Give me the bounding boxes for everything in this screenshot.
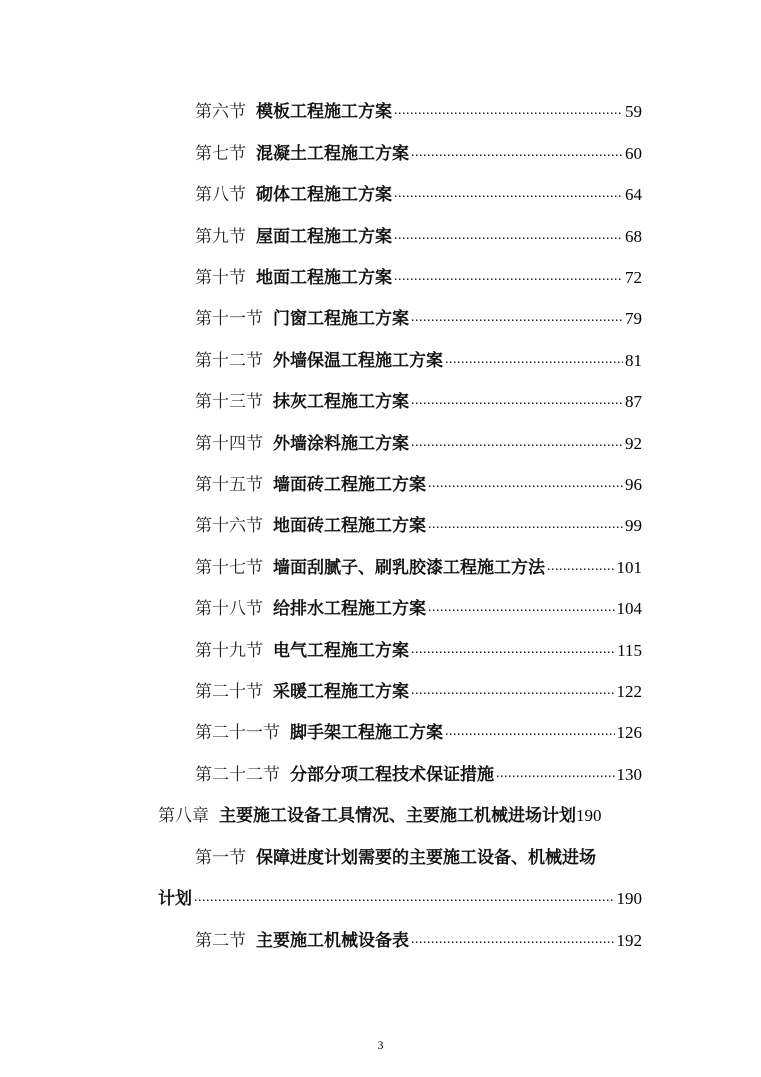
page-footer-number: 3 (377, 1038, 384, 1052)
toc-section-number: 第二十二节 (195, 765, 280, 785)
toc-section-number: 第十六节 (195, 516, 263, 536)
toc-page-number: 96 (625, 475, 642, 494)
toc-page-number: 101 (616, 558, 642, 577)
toc-page-number: 68 (625, 227, 642, 246)
toc-section-number: 第二节 (195, 931, 246, 951)
toc-chapter-title: 主要施工设备工具情况、主要施工机械进场计划 (219, 806, 576, 826)
toc-entry[interactable] (195, 716, 642, 744)
toc-title: 保障进度计划需要的主要施工设备、机械进场 (256, 848, 596, 868)
toc-title: 屋面工程施工方案 (256, 227, 392, 247)
toc-section-number: 第十七节 (195, 558, 263, 578)
toc-title: 墙面砖工程施工方案 (273, 475, 426, 495)
toc-chapter-number: 第八章 (158, 806, 209, 826)
toc-entry[interactable] (195, 302, 642, 330)
toc-section-number: 第九节 (195, 227, 246, 247)
toc-section-number: 第十九节 (195, 641, 263, 661)
toc-leader-dots (428, 474, 623, 496)
toc-entry[interactable] (195, 592, 642, 620)
toc-title: 给排水工程施工方案 (273, 599, 426, 619)
toc-page-number: 192 (616, 931, 642, 950)
toc-entry[interactable] (195, 675, 642, 703)
toc-leader-dots (411, 640, 615, 662)
toc-section-number: 第十五节 (195, 475, 263, 495)
toc-title: 外墙涂料施工方案 (273, 434, 409, 454)
toc-leader-dots (194, 888, 615, 910)
toc-leader-dots (411, 308, 623, 330)
toc-title: 地面工程施工方案 (256, 268, 392, 288)
toc-leader-dots (445, 722, 615, 744)
toc-leader-dots (394, 226, 623, 248)
toc-section-number: 第十节 (195, 268, 246, 288)
toc-title: 抹灰工程施工方案 (273, 392, 409, 412)
toc-entry[interactable] (195, 344, 642, 372)
toc-entry[interactable] (195, 551, 642, 579)
toc-entry[interactable] (195, 509, 642, 537)
toc-title: 分部分项工程技术保证措施 (290, 765, 494, 785)
toc-section-number: 第十三节 (195, 392, 263, 412)
toc-title: 采暖工程施工方案 (273, 682, 409, 702)
toc-page-number: 122 (616, 682, 642, 701)
toc-page-number: 115 (617, 641, 642, 660)
toc-page-number: 190 (576, 806, 602, 825)
toc-entry[interactable] (195, 841, 642, 869)
toc-section-number: 第二十节 (195, 682, 263, 702)
toc-title: 砌体工程施工方案 (256, 185, 392, 205)
toc-page-number: 64 (625, 185, 642, 204)
toc-title: 主要施工机械设备表 (256, 931, 409, 951)
toc-leader-dots (411, 681, 615, 703)
toc-entry[interactable] (195, 385, 642, 413)
toc-leader-dots (547, 557, 615, 579)
toc-entry[interactable] (195, 178, 642, 206)
toc-page-number: 60 (625, 144, 642, 163)
toc-entry[interactable] (195, 468, 642, 496)
toc-entry[interactable] (195, 95, 642, 123)
toc-leader-dots (411, 143, 623, 165)
toc-title: 模板工程施工方案 (256, 102, 392, 122)
toc-page-number: 104 (616, 599, 642, 618)
toc-title: 脚手架工程施工方案 (290, 723, 443, 743)
toc-section-number: 第一节 (195, 848, 246, 868)
toc-leader-dots (428, 515, 623, 537)
toc-leader-dots (394, 101, 623, 123)
toc-entry[interactable] (195, 758, 642, 786)
toc-chapter-entry[interactable] (158, 799, 642, 827)
toc-page-number: 72 (625, 268, 642, 287)
toc-section-number: 第十一节 (195, 309, 263, 329)
toc-section-number: 第十二节 (195, 351, 263, 371)
toc-leader-dots (428, 598, 615, 620)
toc-title: 混凝土工程施工方案 (256, 144, 409, 164)
toc-page-number: 130 (616, 765, 642, 784)
toc-leader-dots (411, 930, 615, 952)
toc-page-number: 99 (625, 516, 642, 535)
toc-section-number: 第六节 (195, 102, 246, 122)
toc-leader-dots (496, 764, 615, 786)
toc-page-number: 126 (616, 723, 642, 742)
toc-section-number: 第十四节 (195, 434, 263, 454)
toc-page-number: 87 (625, 392, 642, 411)
toc-title: 门窗工程施工方案 (273, 309, 409, 329)
toc-leader-dots (411, 433, 623, 455)
toc-page-number: 59 (625, 102, 642, 121)
toc-title: 地面砖工程施工方案 (273, 516, 426, 536)
toc-page-number: 79 (625, 309, 642, 328)
toc-entry-continuation[interactable] (158, 882, 642, 910)
toc-entry[interactable] (195, 924, 642, 952)
toc-entry[interactable] (195, 261, 642, 289)
toc-entry[interactable] (195, 137, 642, 165)
toc-title-continuation: 计划 (158, 889, 192, 909)
toc-page-number: 81 (625, 351, 642, 370)
toc-leader-dots (394, 267, 623, 289)
toc-page-number: 92 (625, 434, 642, 453)
toc-entry[interactable] (195, 427, 642, 455)
toc-entry[interactable] (195, 220, 642, 248)
toc-leader-dots (394, 184, 623, 206)
toc-section-number: 第七节 (195, 144, 246, 164)
toc-section-number: 第八节 (195, 185, 246, 205)
toc-section-number: 第十八节 (195, 599, 263, 619)
toc-leader-dots (445, 350, 623, 372)
toc-page-number: 190 (616, 889, 642, 908)
toc-leader-dots (411, 391, 623, 413)
toc-entry[interactable] (195, 634, 642, 662)
toc-section-number: 第二十一节 (195, 723, 280, 743)
toc-title: 电气工程施工方案 (273, 641, 409, 661)
toc-title: 墙面刮腻子、刷乳胶漆工程施工方法 (273, 558, 545, 578)
toc-title: 外墙保温工程施工方案 (273, 351, 443, 371)
